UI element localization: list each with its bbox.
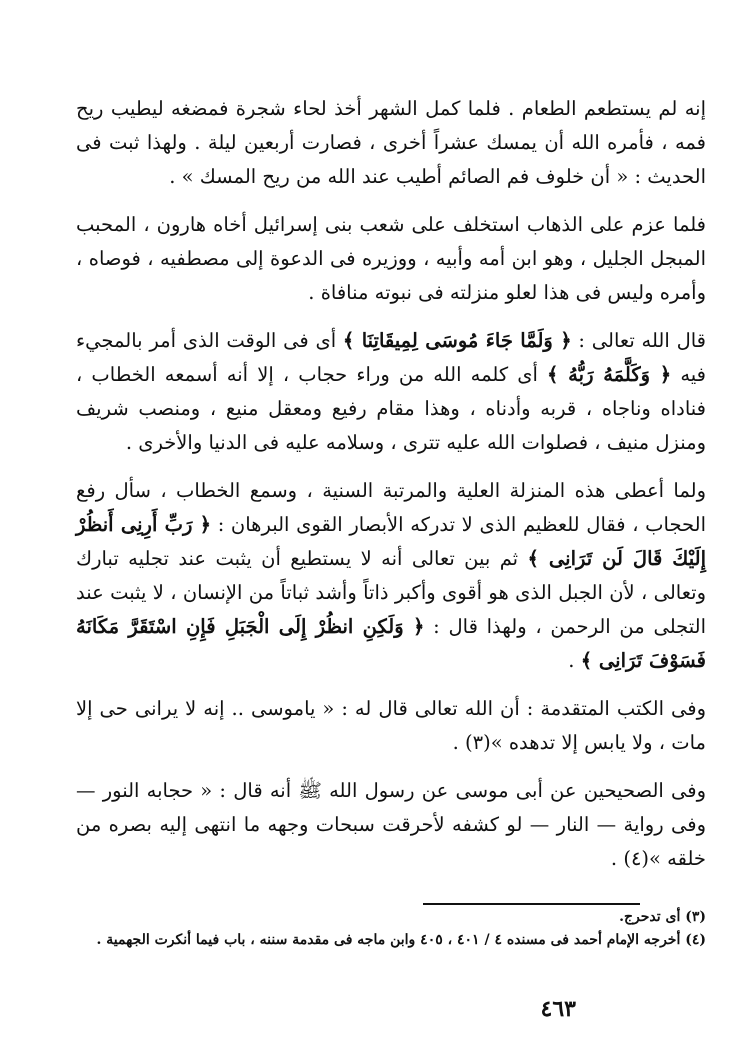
quran-verse: ﴿ وَكَلَّمَهُ رَبُّهُ ﴾ <box>547 363 672 386</box>
page-number: ٤٦٣ <box>540 996 576 1022</box>
quran-verse: ﴿ وَلَكِنِ انظُرْ إِلَى الْجَبَلِ فَإِنِ اسْتَقَرَّ مَكَانَهُ فَسَوْفَ تَرَانِى ﴾ <box>76 615 706 672</box>
paragraph <box>76 692 706 760</box>
text-segment: فلما عزم على الذهاب استخلف على شعب بنى إسرائيل أخاه هارون ، المحبب المبجل الجليل ، وهو ابن أمه وأبيه ، ووزيره فى الدعوة إلى مصطفيه ، فوصاه ، وأمره وليس فى هذا لعلو منزلته فى نبوته منافاة . <box>76 213 706 304</box>
text-segment: وفى الصحيحين عن أبى موسى عن رسول الله ﷺ أنه قال : « حجابه النور — وفى رواية — النار — لو كشفه لأحرقت سبحات وجهه ما انتهى إليه بصره من خلقه »(٤) . <box>76 779 706 870</box>
paragraph <box>76 92 706 194</box>
text-segment: ثم بين تعالى أنه لا يستطيع أن يثبت عند تجليه تبارك وتعالى ، لأن الجبل الذى هو أقوى وأكبر ذاتاً وأشد ثباتاً من الإنسان ، لا يثبت عند التجلى من الرحمن ، ولهذا قال : <box>76 547 706 638</box>
text-segment: أى فى الوقت الذى أمر بالمجيء فيه <box>76 329 706 386</box>
text-segment: وفى الكتب المتقدمة : أن الله تعالى قال له : « ياموسى .. إنه لا يرانى حى إلا مات ، ولا يابس إلا تدهده »(٣) . <box>76 697 706 754</box>
paragraph <box>76 208 706 310</box>
text-segment: . <box>568 649 581 672</box>
footnote: (٤) أخرجه الإمام أحمد فى مسنده ٤ / ٤٠١ ، ٤٠٥ وابن ماجه فى مقدمة سننه ، باب فيما أنكرت الجهمية . <box>96 932 706 948</box>
paragraph <box>76 324 706 460</box>
paragraph <box>76 774 706 876</box>
paragraph <box>76 474 706 678</box>
main-text <box>76 92 706 890</box>
footnote-separator <box>423 903 640 905</box>
text-segment: أى كلمه الله من وراء حجاب ، إلا أنه أسمعه الخطاب ، فناداه وناجاه ، قربه وأدناه ، وهذا مقام رفيع ومعقل منيع ، ومنصب شريف ومنزل منيف ، فصلوات الله عليه تترى ، وسلامه عليه فى الدنيا والأخرى . <box>76 363 706 454</box>
quran-verse: ﴿ رَبِّ أَرِنِى أَنظُرْ إِلَيْكَ قَالَ لَن تَرَانِى ﴾ <box>76 513 706 570</box>
text-segment: قال الله تعالى : <box>571 329 706 352</box>
footnote: (٣) أى تدحرج. <box>619 909 706 925</box>
quran-verse: ﴿ وَلَمَّا جَاءَ مُوسَى لِمِيقَاتِنَا ﴾ <box>342 329 572 352</box>
text-segment: ولما أعطى هذه المنزلة العلية والمرتبة السنية ، وسمع الخطاب ، سأل رفع الحجاب ، فقال للعظيم الذى لا تدركه الأبصار القوى البرهان : <box>76 479 706 536</box>
text-segment: إنه لم يستطعم الطعام . فلما كمل الشهر أخذ لحاء شجرة فمضغه ليطيب ريح فمه ، فأمره الله أن يمسك عشراً أخرى ، فصارت أربعين ليلة . ولهذا ثبت فى الحديث : « أن خلوف فم الصائم أطيب عند الله من ريح المسك » . <box>76 97 706 188</box>
footnotes <box>76 906 706 952</box>
